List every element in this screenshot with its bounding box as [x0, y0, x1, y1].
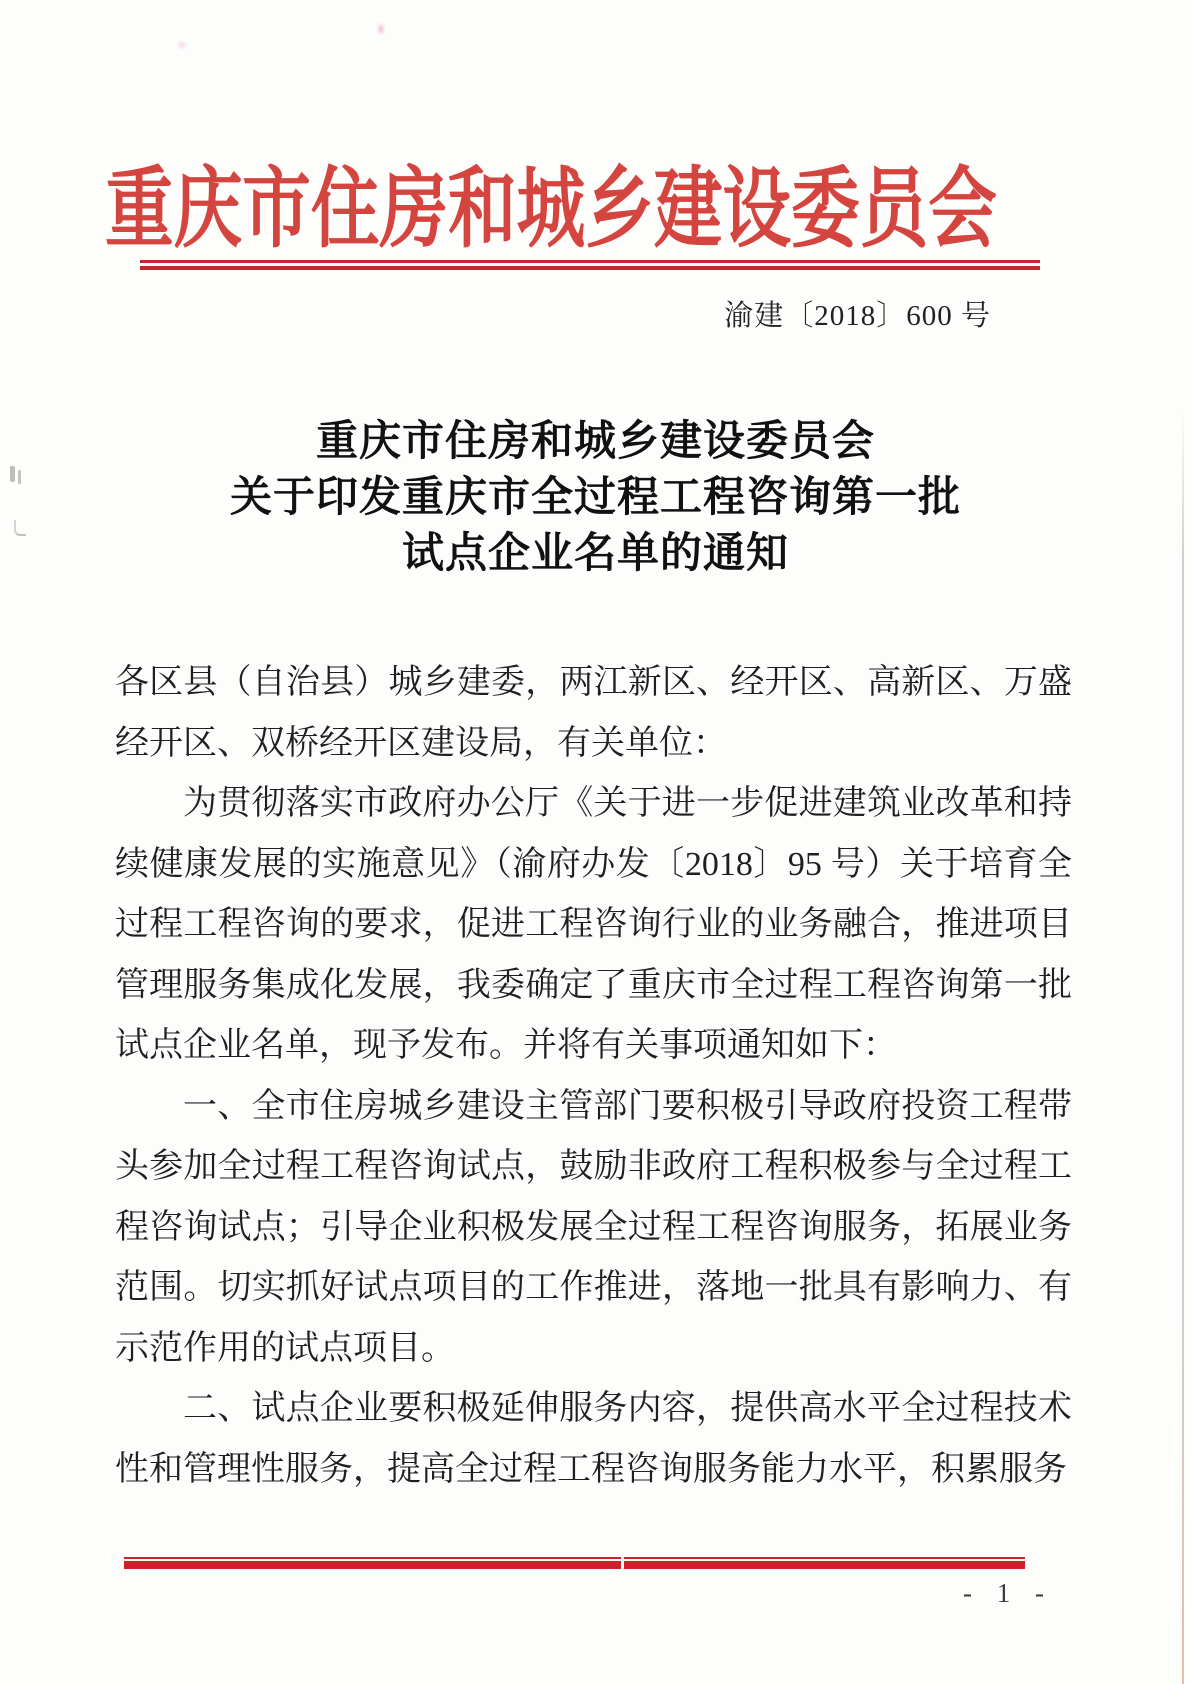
scan-artifact	[376, 22, 386, 36]
body-paragraph: 为贯彻落实市政府办公厅《关于进一步促进建筑业改革和持续健康发展的实施意见》（渝府办发〔2018〕95 号）关于培育全过程工程咨询的要求，促进工程咨询行业的业务融合，推进项目管理服务集成化发展，我委确定了重庆市全过程工程咨询第一批试点企业名单，现予发布。并将有关事项通知如下：	[115, 785, 1072, 1064]
bottom-red-band	[124, 1557, 1025, 1569]
document-title-line-1: 重庆市住房和城乡建设委员会	[315, 419, 875, 465]
bottom-red-band-thick	[124, 1561, 1025, 1569]
scan-edge-line	[1182, 408, 1184, 1684]
letterhead-agency-name: 重庆市住房和城乡建设委员会	[105, 161, 997, 259]
document-title-line-2: 关于印发重庆市全过程工程咨询第一批	[229, 475, 961, 521]
document-number: 渝建〔2018〕600 号	[724, 300, 991, 332]
body-text	[115, 653, 1072, 1500]
body-paragraph: 二、试点企业要积极延伸服务内容，提供高水平全过程技术性和管理性服务，提高全过程工程咨询服务能力水平，积累服务	[115, 1390, 1072, 1488]
document-title	[0, 414, 1191, 582]
scan-artifact	[176, 40, 188, 50]
body-paragraph: 一、全市住房城乡建设主管部门要积极引导政府投资工程带头参加全过程工程咨询试点，鼓励非政府工程积极参与全过程工程咨询试点；引导企业积极发展全过程工程咨询服务，拓展业务范围。切实抓好试点项目的工作推进，落地一批具有影响力、有示范作用的试点项目。	[115, 1087, 1072, 1367]
bottom-red-band-gap	[621, 1557, 624, 1569]
letterhead-double-rule	[140, 260, 1040, 270]
body-paragraph: 各区县（自治县）城乡建委，两江新区、经开区、高新区、万盛经开区、双桥经开区建设局，有关单位：	[115, 664, 1072, 762]
page-number: - 1 -	[963, 1578, 1053, 1608]
document-title-line-3: 试点企业名单的通知	[401, 531, 789, 577]
